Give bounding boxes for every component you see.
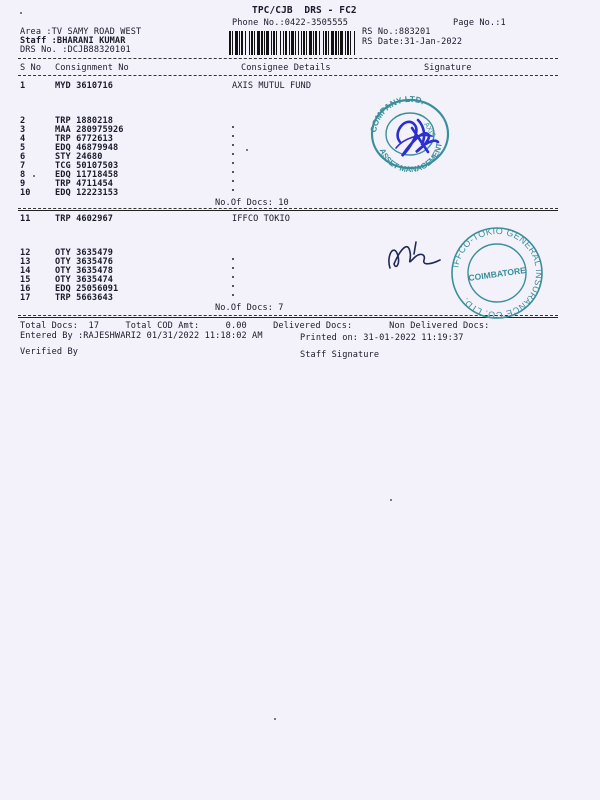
- svg-text:ASSET MANAGEMENT: ASSET MANAGEMENT: [377, 141, 444, 175]
- consignee-name: AXIS MUTUL FUND: [232, 81, 312, 91]
- row-consignment: TRP 4602967: [55, 214, 114, 224]
- totals-line: Total Docs: 17 Total COD Amt: 0.00 Delivered Docs: Non Delivered Docs:: [20, 321, 490, 331]
- row-consignment: TRP 5663643: [55, 293, 114, 303]
- speck: [33, 175, 35, 177]
- dot-marker: [232, 180, 234, 182]
- barcode: [229, 31, 357, 55]
- speck: [274, 718, 276, 720]
- header-divider: [18, 58, 558, 59]
- document-title: TPC/CJB DRS - FC2: [252, 5, 357, 16]
- dot-marker: [232, 276, 234, 278]
- svg-text:COMPANY LTD.: COMPANY LTD.: [368, 93, 426, 134]
- dot-marker: [232, 258, 234, 260]
- speck: [246, 149, 248, 151]
- row-sno: 15: [20, 275, 31, 285]
- row-sno: 1: [20, 81, 26, 91]
- row-consignment: TRP 4711454: [55, 179, 114, 189]
- columns-divider: [18, 75, 558, 76]
- row-consignment: EDQ 12223153: [55, 188, 119, 198]
- column-signature: Signature: [424, 63, 472, 73]
- row-sno: 17: [20, 293, 31, 303]
- doc-count: No.Of Docs: 7: [215, 303, 284, 313]
- row-sno: 11: [20, 214, 31, 224]
- dot-marker: [232, 153, 234, 155]
- row-sno: 14: [20, 266, 31, 276]
- speck: [20, 12, 22, 14]
- svg-text:COIMBATORE: COIMBATORE: [467, 265, 527, 283]
- column-consignee: Consignee Details: [241, 63, 331, 73]
- phone-number: Phone No.:0422-3505555: [232, 18, 349, 28]
- row-sno: 10: [20, 188, 31, 198]
- drs-number: DRS No. :DCJB88320101: [20, 45, 131, 55]
- row-consignment: OTY 3635474: [55, 275, 114, 285]
- row-sno: 4: [20, 134, 26, 144]
- rs-number: RS No.:883201: [362, 27, 431, 37]
- row-consignment: EDQ 46879948: [55, 143, 119, 153]
- dot-marker: [232, 135, 234, 137]
- row-sno: 3: [20, 125, 26, 135]
- row-consignment: OTY 3635478: [55, 266, 114, 276]
- speck: [390, 499, 392, 501]
- svg-text:IFFCO-TOKIO GENERAL INSURANCE: IFFCO-TOKIO GENERAL INSURANCE CO. LTD.: [450, 225, 545, 321]
- row-sno: 7: [20, 161, 26, 171]
- dot-marker: [232, 171, 234, 173]
- signature-2: [380, 234, 450, 274]
- staff-label: Staff :BHARANI KUMAR: [20, 36, 126, 46]
- dot-marker: [232, 189, 234, 191]
- page-number: Page No.:1: [453, 18, 506, 28]
- column-consignment: Consignment No: [55, 63, 129, 73]
- column-sno: S No: [20, 63, 42, 73]
- row-sno: 13: [20, 257, 31, 267]
- row-consignment: STY 24680: [55, 152, 103, 162]
- printed-on: Printed on: 31-01-2022 11:19:37: [300, 333, 464, 343]
- row-consignment: EDQ 25056091: [55, 284, 119, 294]
- row-sno: 6: [20, 152, 26, 162]
- signature-1: [388, 108, 448, 168]
- svg-text:AXIS: AXIS: [422, 121, 437, 139]
- row-consignment: TRP 6772613: [55, 134, 114, 144]
- consignee-name: IFFCO TOKIO: [232, 214, 291, 224]
- row-consignment: TRP 1880218: [55, 116, 114, 126]
- row-sno: 5: [20, 143, 26, 153]
- dot-marker: [232, 162, 234, 164]
- row-sno: 12: [20, 248, 31, 258]
- staff-signature-label: Staff Signature: [300, 350, 380, 360]
- row-consignment: OTY 3635476: [55, 257, 114, 267]
- group-divider: [18, 210, 558, 211]
- row-sno: 2: [20, 116, 26, 126]
- row-sno: 16: [20, 284, 31, 294]
- dot-marker: [232, 126, 234, 128]
- entered-by: Entered By :RAJESHWARI2 01/31/2022 11:18:02 AM: [20, 331, 263, 341]
- row-consignment: MAA 280975926: [55, 125, 124, 135]
- verified-by-label: Verified By: [20, 347, 79, 357]
- row-consignment: OTY 3635479: [55, 248, 114, 258]
- iffco-tokio-stamp: [444, 225, 550, 321]
- dot-marker: [232, 267, 234, 269]
- rs-date: RS Date:31-Jan-2022: [362, 37, 463, 47]
- row-consignment: TCG 50107503: [55, 161, 119, 171]
- doc-count: No.Of Docs: 10: [215, 198, 289, 208]
- row-consignment: EDQ 11718458: [55, 170, 119, 180]
- group-divider: [18, 208, 558, 209]
- row-consignment: MYD 3610716: [55, 81, 114, 91]
- row-sno: 9: [20, 179, 26, 189]
- dot-marker: [232, 294, 234, 296]
- row-sno: 8: [20, 170, 26, 180]
- dot-marker: [232, 144, 234, 146]
- area-label: Area :TV SAMY ROAD WEST: [20, 27, 142, 37]
- dot-marker: [232, 285, 234, 287]
